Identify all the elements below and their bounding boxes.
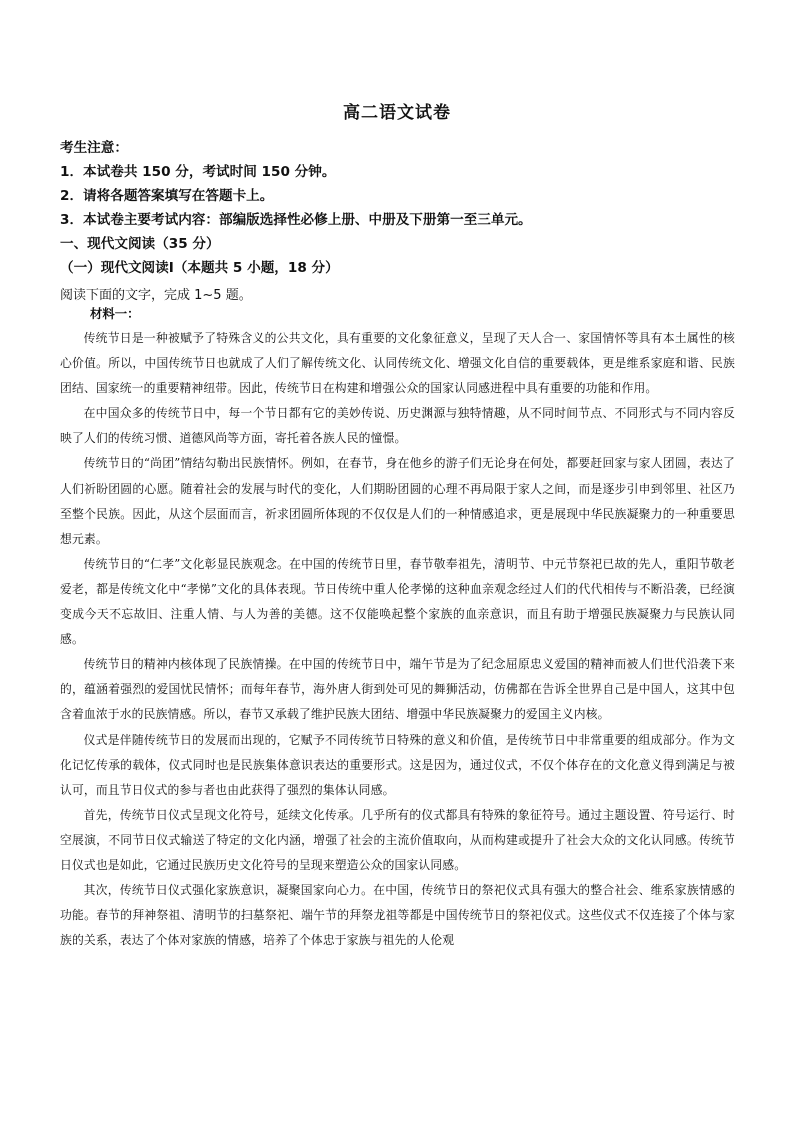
notice-item-2: 2．请将各题答案填写在答题卡上。 [60, 188, 274, 204]
passage-paragraph: 传统节日的“尚团”情结勾勒出民族情怀。例如，在春节，身在他乡的游子们无论身在何处，都要赶回家与家人团圆，表达了人们祈盼团圆的心愿。随着社会的发展与时代的变化，人们期盼团圆的心理不再局限于家人之间，而是逐步引申到邻里、社区乃至整个民族。因此，从这个层面而言，祈求团圆所体现的不仅仅是人们的一种情感追求，更是展现中华民族凝聚力的一种重要思想元素。 [60, 456, 735, 546]
subsection-heading: （一）现代文阅读Ⅰ（本题共 5 小题，18 分） [60, 260, 339, 276]
passage-paragraph: 传统节日的“仁孝”文化彰显民族观念。在中国的传统节日里，春节敬奉祖先，清明节、中元节祭祀已故的先人，重阳节敬老爱老，都是传统文化中“孝悌”文化的具体表现。节日传统中重人伦孝悌的这种血亲观念经过人们的代代相传与不断沿袭，已经演变成今天不忘故旧、注重人情、与人为善的美德。这不仅能唤起整个家族的血亲意识，而且有助于增强民族凝聚力与民族认同感。 [60, 556, 735, 647]
exam-notice [60, 136, 750, 280]
passage-paragraph: 其次，传统节日仪式强化家族意识，凝聚国家向心力。在中国，传统节日的祭祀仪式具有强大的整合社会、维系家族情感的功能。春节的拜神祭祖、清明节的扫墓祭祀、端午节的拜祭龙祖等都是中国传统节日的祭祀仪式。这些仪式不仅连接了个体与家族的关系，表达了个体对家族的情感，培养了个体忠于家族与祖先的人伦观 [60, 883, 735, 948]
passage-paragraph: 传统节日的精神内核体现了民族情操。在中国的传统节日中，端午节是为了纪念屈原忠义爱国的精神而被人们世代沿袭下来的，蕴涵着强烈的爱国忧民情怀；而每年春节，海外唐人街到处可见的舞狮活动，仿佛都在告诉全世界自己是中国人，这其中包含着血浓于水的民族情感。所以，春节又承载了维护民族大团结、增强中华民族凝聚力的爱国主义内核。 [60, 657, 735, 722]
passage-paragraph: 在中国众多的传统节日中，每一个节日都有它的美妙传说、历史渊源与独特情趣，从不同时间节点、不同形式与不同内容反映了人们的传统习惯、道德风尚等方面，寄托着各族人民的憧憬。 [60, 406, 735, 446]
exam-title: 高二语文试卷 [343, 103, 451, 123]
section-heading: 一、现代文阅读（35 分） [60, 236, 220, 252]
reading-instruction: 阅读下面的文字，完成 1~5 题。 [60, 288, 252, 303]
passage-paragraph: 首先，传统节日仪式呈现文化符号，延续文化传承。几乎所有的仪式都具有特殊的象征符号。通过主题设置、符号运行、时空展演，不同节日仪式输送了特定的文化内涵，增强了社会的主流价值取向，从而构建或提升了社会大众的文化认同感。传统节日仪式也是如此，它通过民族历史文化符号的呈现来塑造公众的国家认同感。 [60, 807, 735, 872]
reading-passage [60, 326, 735, 953]
notice-item-3: 3．本试卷主要考试内容：部编版选择性必修上册、中册及下册第一至三单元。 [60, 212, 532, 228]
notice-item-1: 1．本试卷共 150 分，考试时间 150 分钟。 [60, 164, 336, 180]
notice-header: 考生注意： [60, 140, 128, 156]
material-label: 材料一： [90, 306, 140, 321]
passage-paragraph: 仪式是伴随传统节日的发展而出现的，它赋予不同传统节日特殊的意义和价值，是传统节日中非常重要的组成部分。作为文化记忆传承的载体，仪式同时也是民族集体意识表达的重要形式。这是因为，通过仪式，不仅个体存在的文化意义得到满足与被认可，而且节日仪式的参与者也由此获得了强烈的集体认同感。 [60, 732, 735, 797]
passage-paragraph: 传统节日是一种被赋予了特殊含义的公共文化，具有重要的文化象征意义，呈现了天人合一、家国情怀等具有本土属性的核心价值。所以，中国传统节日也就成了人们了解传统文化、认同传统文化、增强文化自信的重要载体，更是维系家庭和谐、民族团结、国家统一的重要精神纽带。因此，传统节日在构建和增强公众的国家认同感进程中具有重要的功能和作用。 [60, 331, 735, 396]
